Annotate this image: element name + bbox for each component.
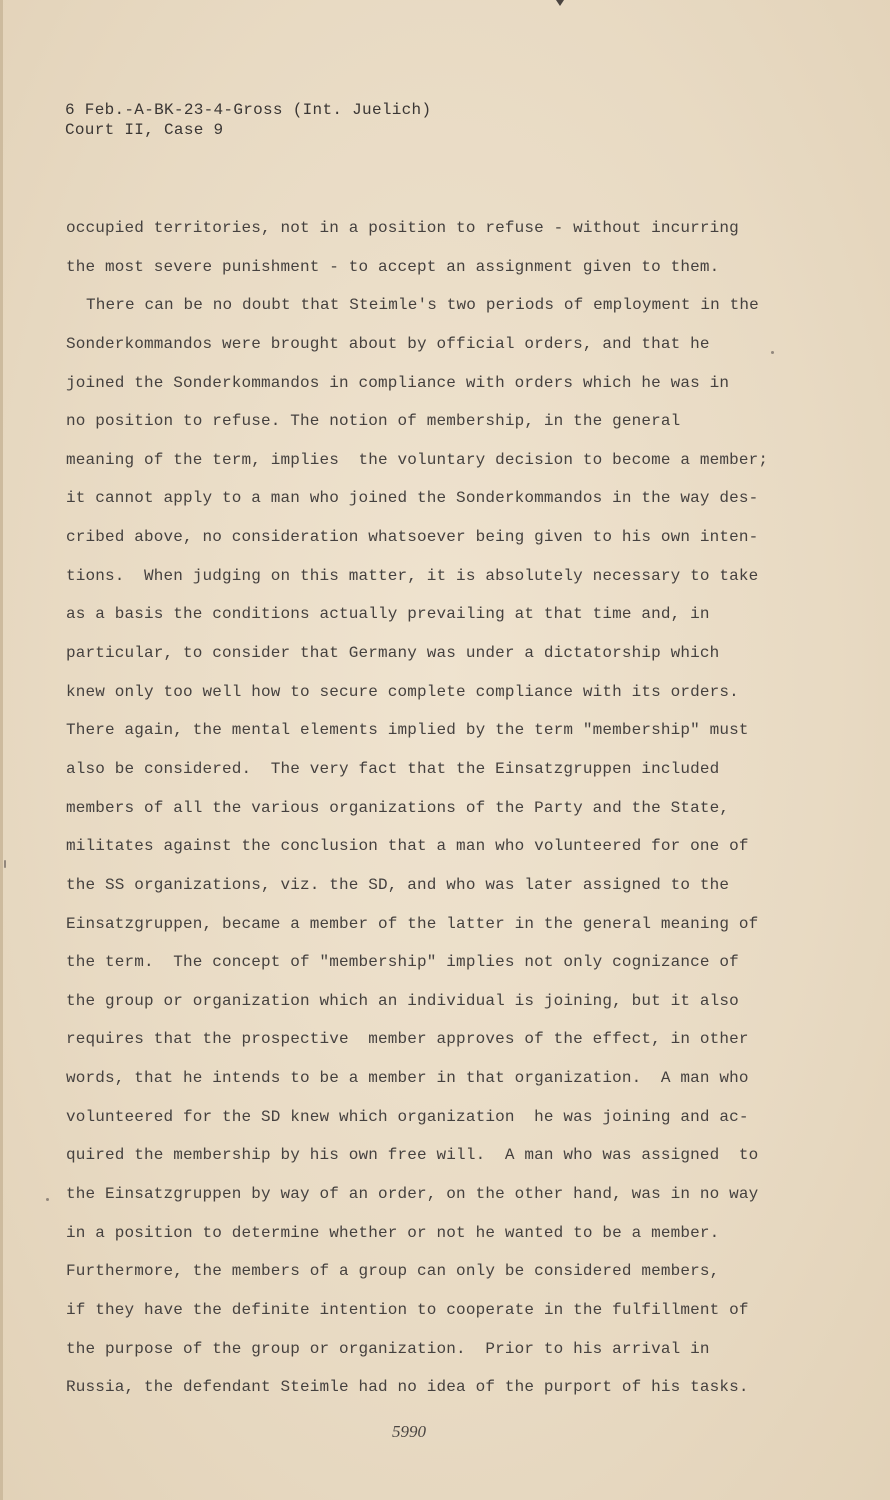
header-court-case: Court II, Case 9 bbox=[65, 121, 224, 139]
body-line: no position to refuse. The notion of membership, in the general bbox=[66, 412, 681, 431]
body-line: the purpose of the group or organization. Prior to his arrival in bbox=[66, 1339, 710, 1358]
page-number: 5990 bbox=[392, 1422, 426, 1441]
body-line: particular, to consider that Germany was under a dictatorship which bbox=[66, 644, 720, 663]
body-line: members of all the various organizations of the Party and the State, bbox=[66, 798, 730, 817]
body-line: the Einsatzgruppen by way of an order, on the other hand, was in no way bbox=[66, 1185, 759, 1204]
body-line: Furthermore, the members of a group can only be considered members, bbox=[66, 1262, 720, 1281]
body-line: in a position to determine whether or not he wanted to be a member. bbox=[66, 1223, 720, 1242]
body-line: as a basis the conditions actually prevailing at that time and, in bbox=[66, 605, 710, 624]
page-left-edge bbox=[0, 0, 3, 1500]
body-line: cribed above, no consideration whatsoever being given to his own inten- bbox=[66, 528, 759, 547]
body-line: words, that he intends to be a member in that organization. A man who bbox=[66, 1069, 749, 1088]
document-header bbox=[65, 100, 431, 140]
body-line: the SS organizations, viz. the SD, and who was later assigned to the bbox=[66, 875, 730, 894]
document-body bbox=[66, 216, 769, 1414]
body-line: knew only too well how to secure complete compliance with its orders. bbox=[66, 682, 739, 701]
body-line: the term. The concept of "membership" implies not only cognizance of bbox=[66, 953, 739, 972]
body-line: Sonderkommandos were brought about by official orders, and that he bbox=[66, 334, 710, 353]
body-line: it cannot apply to a man who joined the Sonderkommandos in the way des- bbox=[66, 489, 759, 508]
body-line: occupied territories, not in a position to refuse - without incurring bbox=[66, 219, 739, 237]
body-line: There again, the mental elements implied by the term "membership" must bbox=[66, 721, 749, 740]
paper-speck bbox=[46, 1198, 49, 1201]
paper-speck bbox=[4, 860, 6, 868]
body-line: if they have the definite intention to cooperate in the fulfillment of bbox=[66, 1300, 749, 1319]
body-line-paragraph-start: There can be no doubt that Steimle's two periods of employment in the bbox=[86, 296, 759, 315]
body-line: Russia, the defendant Steimle had no idea of the purport of his tasks. bbox=[66, 1378, 749, 1397]
body-line: joined the Sonderkommandos in compliance with orders which he was in bbox=[66, 373, 730, 392]
body-line: also be considered. The very fact that the Einsatzgruppen included bbox=[66, 759, 720, 778]
body-line: volunteered for the SD knew which organization he was joining and ac- bbox=[66, 1107, 749, 1126]
top-edge-mark bbox=[556, 0, 564, 6]
body-line: the group or organization which an individual is joining, but it also bbox=[66, 991, 739, 1010]
body-line: meaning of the term, implies the voluntary decision to become a member; bbox=[66, 450, 769, 469]
paper-speck bbox=[771, 351, 774, 354]
body-line: quired the membership by his own free will. A man who was assigned to bbox=[66, 1146, 759, 1165]
body-line: militates against the conclusion that a man who volunteered for one of bbox=[66, 837, 749, 856]
header-case-reference: 6 Feb.-A-BK-23-4-Gross (Int. Juelich) bbox=[65, 101, 432, 119]
body-line: Einsatzgruppen, became a member of the latter in the general meaning of bbox=[66, 914, 759, 933]
body-line: the most severe punishment - to accept an assignment given to them. bbox=[66, 257, 720, 276]
body-line: requires that the prospective member approves of the effect, in other bbox=[66, 1030, 749, 1049]
body-line: tions. When judging on this matter, it is absolutely necessary to take bbox=[66, 566, 759, 585]
